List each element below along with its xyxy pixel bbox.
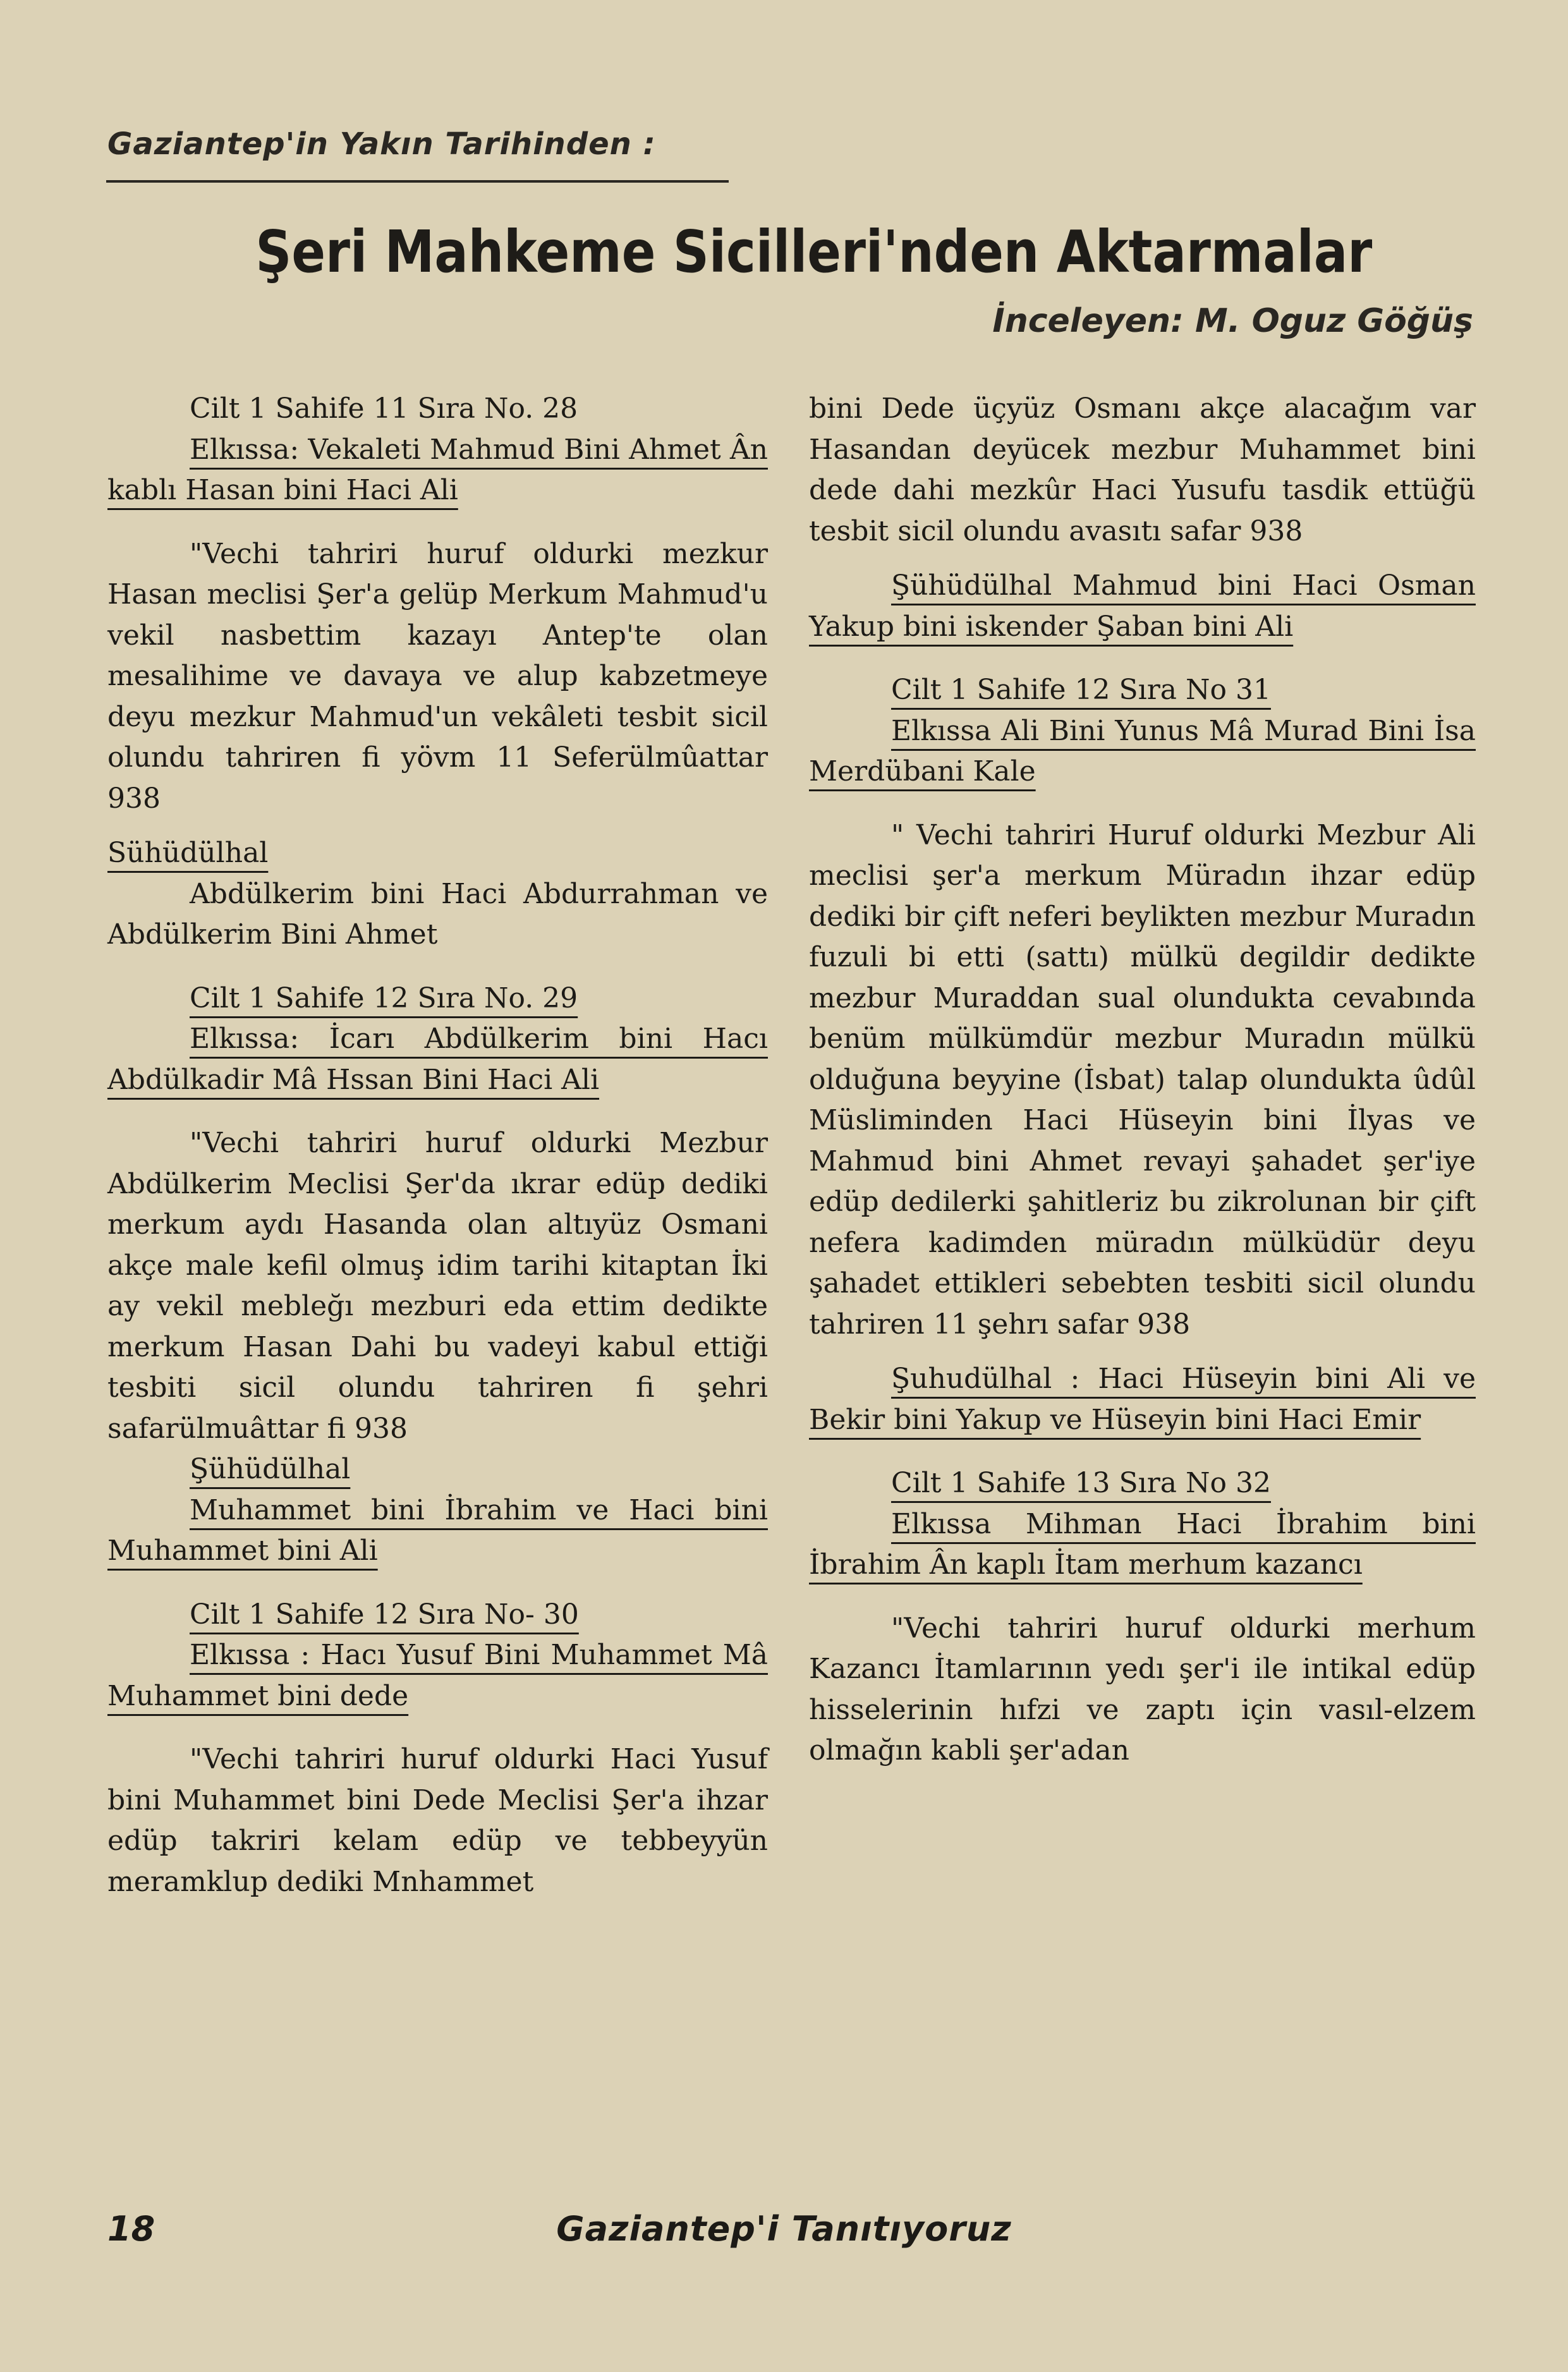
entry-29-witness-label: Şühüdülhal	[190, 1453, 351, 1485]
entry-30-body-continued: bini Dede üçyüz Osmanı akçe alacağım var Hasandan deyücek mezbur Muhammet bini dede dahi mezkûr Haci Yusufu tasdik ettüğü tesbit sicil olundu avasıtı safar 938	[809, 392, 1476, 547]
entry-32-elkissa: Elkıssa Mihman Haci İbrahim bini İbrahim Ân kaplı İtam merhum kazancı	[809, 1507, 1476, 1581]
right-column	[809, 389, 1476, 1772]
article-title: Şeri Mahkeme Sicilleri'nden Aktarmalar	[255, 218, 1373, 286]
magazine-title: Gaziantep'i Tanıtıyoruz	[556, 2209, 1012, 2249]
entry-30-witnesses: Şühüdülhal Mahmud bini Haci Osman Yakup bini iskender Şaban bini Ali	[809, 569, 1476, 643]
entry-31-ref: Cilt 1 Sahife 12 Sıra No 31	[891, 674, 1271, 706]
entry-28-body: "Vechi tahriri huruf oldurki mezkur Hasan meclisi Şer'a gelüp Merkum Mahmud'u vekil nasbettim kazayı Antep'te olan mesalihime ve davaya ve alup kabzetmeye deyu mezkur Mahmud'un vekâleti tesbit sicil olundu tahriren fi yövm 11 Seferülmûattar 938	[107, 537, 768, 815]
entry-28-witness-label: Sühüdülhal	[107, 837, 269, 869]
entry-31-elkissa: Elkıssa Ali Bini Yunus Mâ Murad Bini İsa Merdübani Kale	[809, 714, 1476, 788]
entry-28-ref: Cilt 1 Sahife 11 Sıra No. 28	[190, 392, 578, 425]
entry-30-body: "Vechi tahriri huruf oldurki Haci Yusuf bini Muhammet bini Dede Meclisi Şer'a ihzar edüp takriri kelam edüp ve tebbeyyün meramklup dediki Mnhammet	[107, 1743, 768, 1898]
left-column	[107, 389, 768, 1902]
entry-30-ref: Cilt 1 Sahife 12 Sıra No- 30	[190, 1598, 579, 1631]
entry-28-witnesses: Abdülkerim bini Haci Abdurrahman ve Abdülkerim Bini Ahmet	[107, 877, 768, 951]
entry-32-body: "Vechi tahriri huruf oldurki merhum Kazancı İtamlarının yedı şer'i ile intikal edüp hisselerinin hıfzi ve zaptı için vasıl-elzem olmağın kabli şer'adan	[809, 1612, 1476, 1767]
entry-31-body: " Vechi tahriri Huruf oldurki Mezbur Ali meclisi şer'a merkum Müradın ihzar edüp dediki bir çift neferi beylikten mezbur Muradın fuzuli bi etti (sattı) mülkü degildir dedikte mezbur Muraddan sual olundukta cevabında benüm mülkümdür mezbur Muradın mülkü olduğuna beyyine (İsbat) talap olundukta ûdûl Müsliminden Haci Hüseyin bini İlyas ve Mahmud bini Ahmet revayi şahadet şer'iye edüp dedilerki şahitleriz bu zikrolunan bir çift nefera kadimden müradın mülküdür deyu şahadet ettikleri sebebten tesbiti sicil olundu tahriren 11 şehrı safar 938	[809, 818, 1476, 1341]
author-line: İnceleyen: M. Oguz Göğüş	[992, 302, 1473, 340]
running-head-rule	[106, 180, 729, 183]
entry-29-body: "Vechi tahriri huruf oldurki Mezbur Abdülkerim Meclisi Şer'da ıkrar edüp dediki merkum aydı Hasanda olan altıyüz Osmani akçe male kefil olmuş idim tarihi kitaptan İki ay vekil mebleğı mezburi eda ettim dedikte merkum Hasan Dahi bu vadeyi kabul ettiği tesbiti sicil olundu tahriren fi şehri safarülmuâttar fi 938	[107, 1127, 768, 1445]
entry-29-witnesses: Muhammet bini İbrahim ve Haci bini Muhammet bini Ali	[107, 1493, 768, 1567]
entry-28-elkissa: Elkıssa: Vekaleti Mahmud Bini Ahmet Ân kablı Hasan bini Haci Ali	[107, 433, 768, 506]
page-number: 18	[107, 2209, 155, 2249]
entry-30-elkissa: Elkıssa : Hacı Yusuf Bini Muhammet Mâ Muhammet bini dede	[107, 1639, 768, 1712]
entry-29-ref: Cilt 1 Sahife 12 Sıra No. 29	[190, 982, 578, 1014]
entry-29-elkissa: Elkıssa: İcarı Abdülkerim bini Hacı Abdülkadir Mâ Hssan Bini Haci Ali	[107, 1023, 768, 1096]
entry-31-witnesses: Şuhudülhal : Haci Hüseyin bini Ali ve Bekir bini Yakup ve Hüseyin bini Haci Emir	[809, 1363, 1476, 1436]
running-head: Gaziantep'in Yakın Tarihinden :	[107, 126, 656, 162]
entry-32-ref: Cilt 1 Sahife 13 Sıra No 32	[891, 1467, 1271, 1499]
